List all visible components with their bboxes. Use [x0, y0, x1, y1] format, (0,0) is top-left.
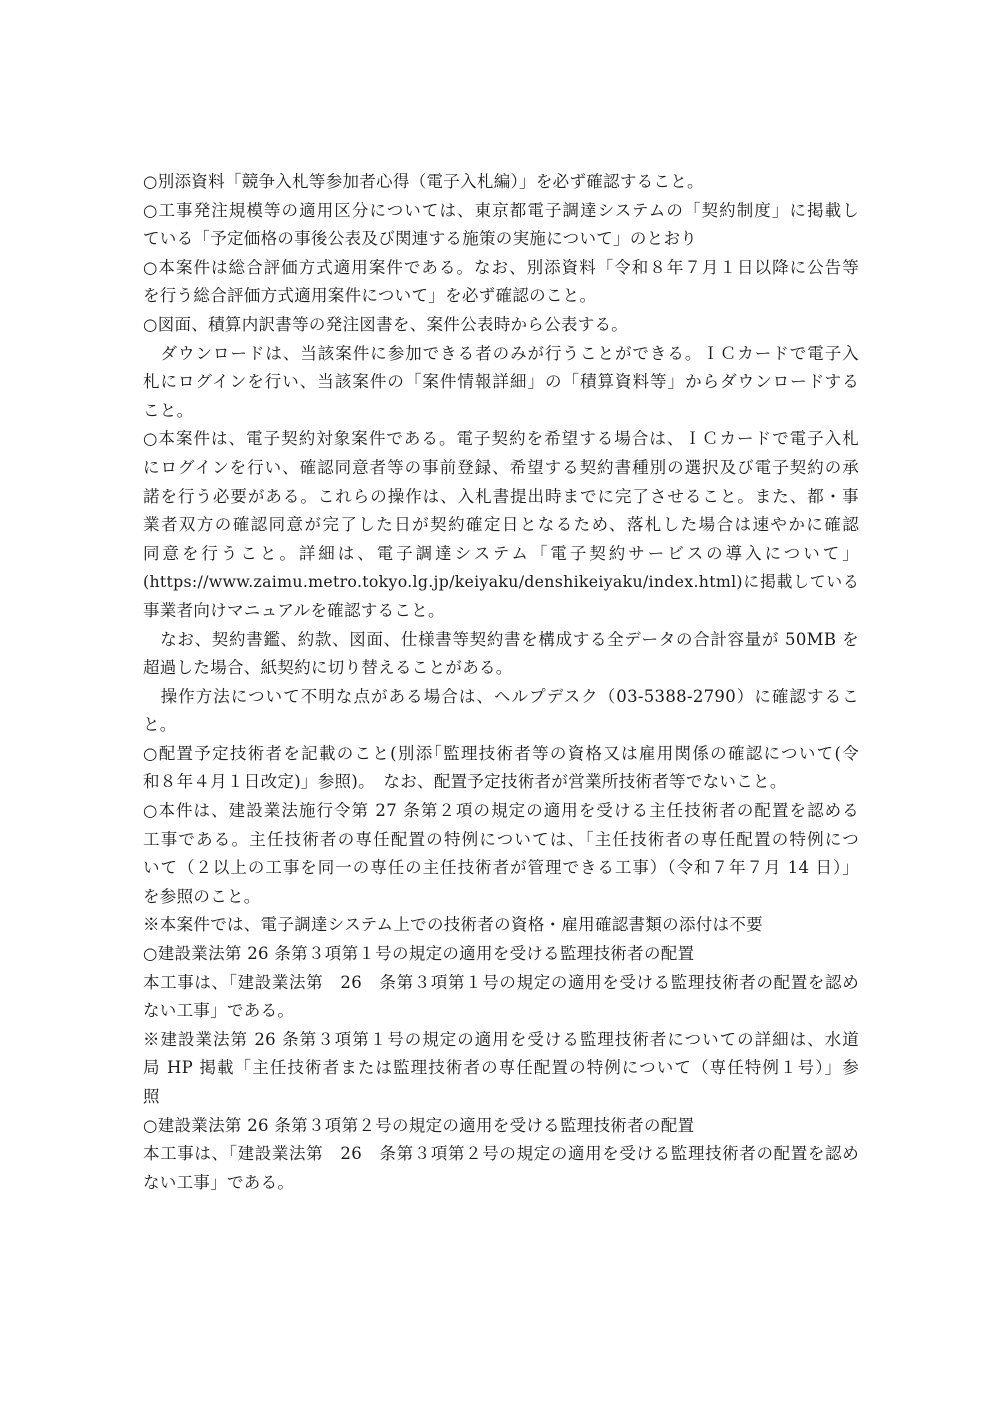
text-line: 本工事は、「建設業法第 26 条第３項第１号の規定の適用を受ける監理技術者の配置を認め: [143, 972, 859, 992]
text-line: ○建設業法第 26 条第３項第２号の規定の適用を受ける監理技術者の配置: [143, 1115, 695, 1135]
text-line: を行う総合評価方式適用案件について」を必ず確認のこと。: [143, 286, 597, 306]
text-line: ○図面、積算内訳書等の発注図書を、案件公表時から公表する。: [143, 314, 629, 334]
text-line: 和８年４月１日改定)」参照)。 なお、配置予定技術者が営業所技術者等でないこと。: [143, 772, 787, 792]
text-line: (https://www.zaimu.metro.tokyo.lg.jp/keiyaku/denshikeiyaku/index.html)に掲載している: [143, 572, 859, 592]
text-line: 事業者向けマニュアルを確認すること。: [143, 600, 445, 620]
text-line: ない工事」である。: [143, 1001, 295, 1021]
text-line: ○工事発注規模等の適用区分については、東京都電子調達システムの「契約制度」に掲載し: [143, 200, 859, 220]
text-line: ○配置予定技術者を記載のこと(別添｢監理技術者等の資格又は雇用関係の確認について(令: [143, 743, 859, 763]
text-line: 操作方法について不明な点がある場合は、ヘルプデスク（03-5388-2790）に確認するこ: [143, 686, 859, 706]
text-line: ※建設業法第 26 条第３項第１号の規定の適用を受ける監理技術者についての詳細は、水道: [143, 1029, 859, 1049]
text-line: を参照のこと。: [143, 886, 261, 906]
text-line: 諾を行う必要がある。これらの操作は、入札書提出時までに完了させること。また、都・事: [143, 486, 859, 506]
text-line: 局 HP 掲載「主任技術者または監理技術者の専任配置の特例について（専任特例１号）」参: [143, 1058, 859, 1078]
text-line: 同意を行うこと。詳細は、電子調達システム「電子契約サービスの導入について」: [143, 543, 859, 563]
text-line: ている「予定価格の事後公表及び関連する施策の実施について」のとおり: [143, 229, 698, 249]
text-line: 照: [143, 1087, 160, 1106]
text-line: ない工事」である。: [143, 1172, 295, 1192]
text-line: ○本案件は総合評価方式適用案件である。なお、別添資料「令和８年７月１日以降に公告等: [143, 257, 859, 277]
text-line: ダウンロードは、当該案件に参加できる者のみが行うことができる。ＩＣカードで電子入: [143, 343, 859, 363]
text-line: 工事である。主任技術者の専任配置の特例については、「主任技術者の専任配置の特例につ: [143, 829, 859, 849]
document-body: [143, 168, 859, 1197]
text-line: 業者双方の確認同意が完了した日が契約確定日となるため、落札した場合は速やかに確認: [143, 515, 859, 535]
text-line: と。: [143, 715, 177, 735]
text-line: 超過した場合、紙契約に切り替えることがある。: [143, 658, 513, 678]
text-line: ○本案件は、電子契約対象案件である。電子契約を希望する場合は、ＩＣカードで電子入札: [143, 429, 859, 449]
text-line: にログインを行い、確認同意者等の事前登録、希望する契約書種別の選択及び電子契約の承: [143, 457, 859, 477]
text-line: いて（２以上の工事を同一の専任の主任技術者が管理できる工事）（令和７年７月 14 日）」: [143, 858, 859, 878]
text-line: 本工事は、「建設業法第 26 条第３項第２号の規定の適用を受ける監理技術者の配置を認め: [143, 1144, 859, 1164]
text-line: こと。: [143, 400, 194, 420]
text-line: 札にログインを行い、当該案件の「案件情報詳細」の「積算資料等」からダウンロードする: [143, 372, 859, 392]
text-line: なお、契約書鑑、約款、図面、仕様書等契約書を構成する全データの合計容量が 50MB を: [143, 629, 859, 649]
text-line: ○建設業法第 26 条第３項第１号の規定の適用を受ける監理技術者の配置: [143, 944, 695, 964]
text-line: ○本件は、建設業法施行令第 27 条第２項の規定の適用を受ける主任技術者の配置を認める: [143, 801, 859, 821]
text-line: ○別添資料「競争入札等参加者心得（電子入札編）」を必ず確認すること。: [143, 172, 704, 191]
text-line: ※本案件では、電子調達システム上での技術者の資格・雇用確認書類の添付は不要: [143, 915, 763, 935]
